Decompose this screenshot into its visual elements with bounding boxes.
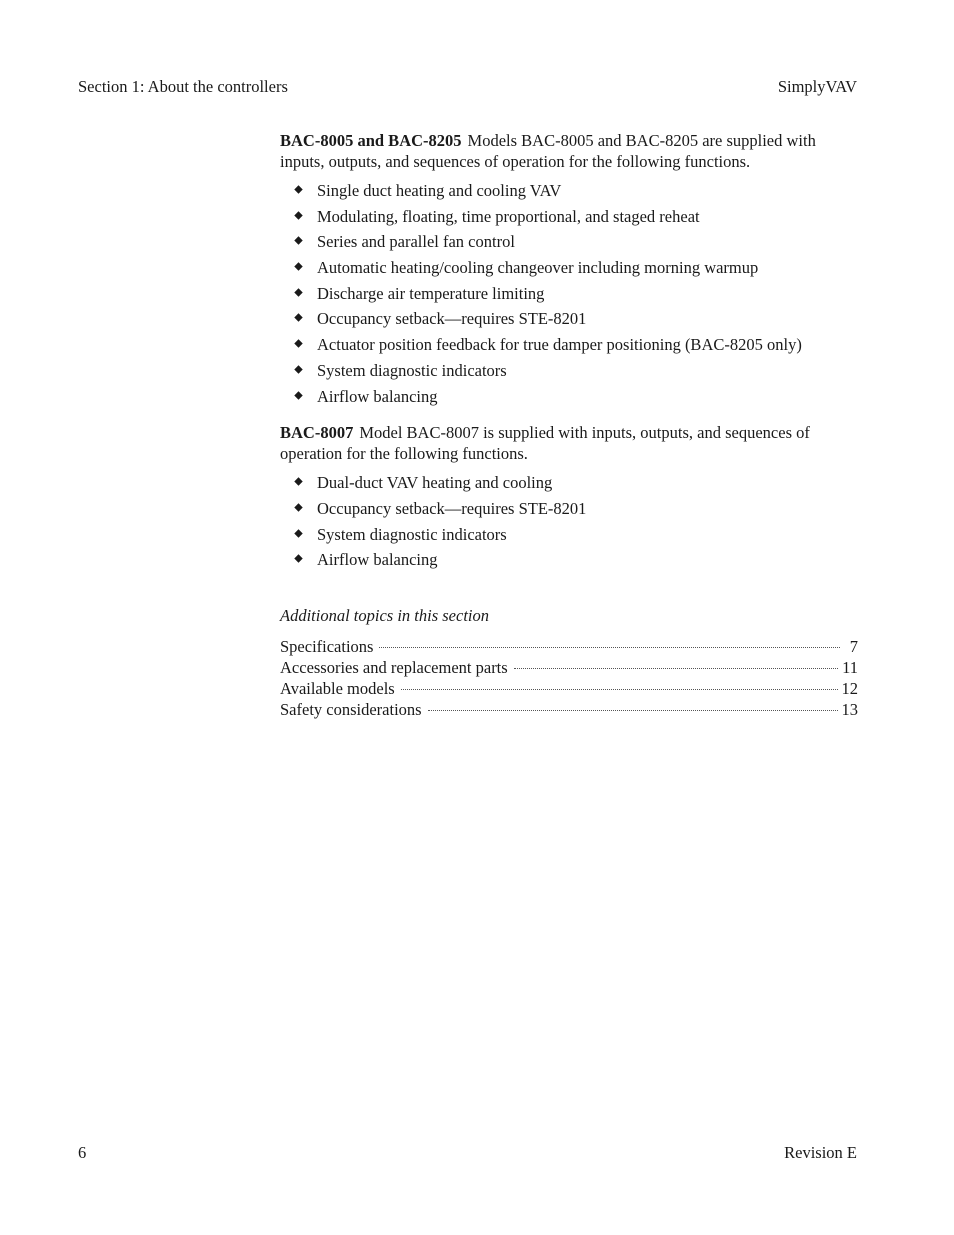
toc-entry-label: Specifications (280, 636, 374, 656)
toc-entry-page: 13 (841, 699, 858, 719)
toc-entry-available-models[interactable] (280, 678, 858, 699)
bac-8005-8205-text: Models BAC-8005 and BAC-8205 are supplied with inputs, outputs, and sequences of operation for the following functions. (280, 131, 816, 171)
diamond-bullet-icon (294, 391, 302, 399)
topics-toc (280, 636, 858, 720)
list-item: Occupancy setback—requires STE-8201 (280, 498, 858, 524)
page-number: 6 (78, 1143, 87, 1162)
toc-entry-specifications[interactable] (280, 636, 858, 657)
diamond-bullet-icon (294, 237, 302, 245)
toc-entry-page: 11 (842, 657, 858, 677)
bac-8007-lead: BAC-8007 (280, 423, 354, 443)
revision-label: Revision E (784, 1143, 857, 1162)
additional-topics-heading: Additional topics in this section (280, 605, 489, 625)
toc-leader-dots (428, 710, 838, 711)
list-item: Discharge air temperature limiting (280, 283, 858, 309)
diamond-bullet-icon (294, 314, 302, 322)
toc-leader-dots (401, 689, 838, 690)
bac-8007-function-list (280, 472, 858, 575)
list-item: Actuator position feedback for true damper positioning (BAC-8205 only) (280, 334, 858, 360)
toc-entry-safety[interactable] (280, 699, 858, 720)
diamond-bullet-icon (294, 262, 302, 270)
bac-8007-paragraph (280, 422, 858, 464)
list-item: Modulating, floating, time proportional, and staged reheat (280, 206, 858, 232)
header-product-name: SimplyVAV (777, 77, 857, 96)
bac-8005-8205-lead: BAC-8005 and BAC-8205 (280, 131, 462, 150)
header-section-title: Section 1: About the controllers (78, 77, 288, 96)
list-item: Automatic heating/cooling changeover including morning warmup (280, 257, 858, 283)
running-footer (78, 1143, 857, 1163)
toc-entry-label: Accessories and replacement parts (280, 657, 508, 677)
diamond-bullet-icon (294, 211, 302, 219)
diamond-bullet-icon (294, 477, 302, 485)
toc-entry-label: Available models (280, 678, 395, 698)
diamond-bullet-icon (294, 288, 302, 296)
toc-entry-accessories[interactable] (280, 657, 858, 678)
toc-entry-page: 12 (841, 678, 858, 698)
list-item: Airflow balancing (280, 549, 858, 575)
bac-8005-8205-function-list (280, 180, 858, 411)
diamond-bullet-icon (294, 529, 302, 537)
toc-leader-dots (514, 668, 838, 669)
toc-entry-label: Safety considerations (280, 699, 422, 719)
diamond-bullet-icon (294, 365, 302, 373)
diamond-bullet-icon (294, 555, 302, 563)
bac-8005-8205-paragraph (280, 130, 858, 172)
list-item: System diagnostic indicators (280, 524, 858, 550)
diamond-bullet-icon (294, 185, 302, 193)
list-item: Dual-duct VAV heating and cooling (280, 472, 858, 498)
toc-entry-page: 7 (849, 636, 858, 656)
list-item: Series and parallel fan control (280, 231, 858, 257)
list-item: Airflow balancing (280, 386, 858, 412)
list-item: Occupancy setback—requires STE-8201 (280, 308, 858, 334)
list-item: System diagnostic indicators (280, 360, 858, 386)
bac-8007-text: Model BAC-8007 is supplied with inputs, outputs, and sequences of operation for the following functions. (280, 423, 810, 464)
diamond-bullet-icon (294, 503, 302, 511)
toc-leader-dots (379, 647, 840, 648)
list-item: Single duct heating and cooling VAV (280, 180, 858, 206)
diamond-bullet-icon (294, 339, 302, 347)
running-header (78, 77, 857, 97)
main-content (280, 130, 858, 720)
